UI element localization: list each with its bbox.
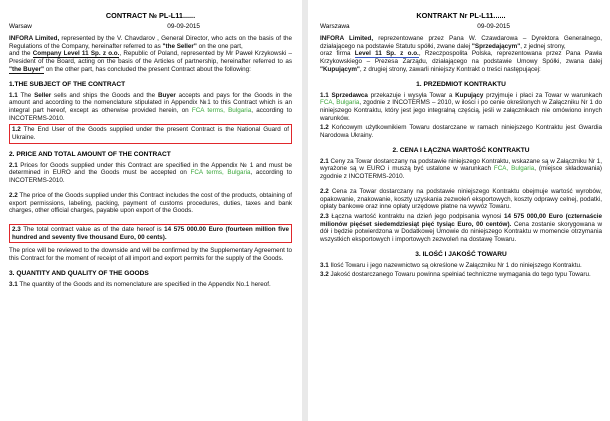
clause-3-1-pl: 3.1 Ilość Towaru i jego nazewnictwo są określone w Załączniku Nr 1 do niniejszego Kontraktu. xyxy=(320,261,582,269)
contract-page-english xyxy=(0,0,302,421)
clause-2-3-value: 2.3 The total contract value as of the date hereof is 14 575 000.00 Euro (fourteen million five hundred and seventy five thousand Euro, 00 cents). xyxy=(12,225,289,241)
clause-2-2: 2.2 The price of the Goods supplied under this Contract includes the cost of the products, obtaining of export permissions, labeling, packing, payment of customs procedures, duties, taxes and bank charges, other official charges, payable upon export of the Goods. xyxy=(9,191,292,215)
section-2-heading: 2. PRICE AND TOTAL AMOUNT OF THE CONTRACT xyxy=(9,150,171,158)
clause-2-3-pl: 2.3 Łączna wartość kontraktu na dzień jego podpisania wynosi 14 575 000,00 Euro (czternaście milionów pięćset siedemdziesiąt pięć tysiąc Euro, 00 centów). Cena zostanie skorygowana w dół i będzie potwierdzona w Dodatkowej Umowie do niniejszego Kontraktu w momencie otrzymania wszystkich eksportowych i importowych zezwoleń na dostawę Towaru. xyxy=(320,212,603,244)
clause-3-2-pl: 3.2 Jakość dostarczanego Towaru powinna spełniać techniczne wymagania do tego typu Towaru. xyxy=(320,271,591,279)
clause-2-2-pl: 2.2 Cena za Towar dostarczany na podstawie niniejszego Kontraktu obejmuje wartość wyrobów, opakowanie, znakowanie, koszty uzyskania zezwoleń eksportowych, koszty odprawy celnej, podatki, opłaty bankowe oraz inne opłaty urzędowe płatne na wywóz Towaru. xyxy=(320,187,602,211)
highlight-box-end-user xyxy=(9,124,292,143)
section-1-heading: 1.THE SUBJECT OF THE CONTRACT xyxy=(9,80,126,88)
place-date-line-pl xyxy=(320,23,602,31)
contract-title: CONTRACT № PL-L11...... xyxy=(105,11,196,20)
parties-intro-pl: INFORA Limited, reprezentowane przez Pana W. Czawdarowa – Dyrektora Generalnego, działającego na podstawie Statutu spółki, zwane dalej "Sprzedającym", z jednej strony, oraz firma Level 11 Sp. z o.o., Rzeczpospolita Polska, reprezentowana przez Pana Pawła Krzykowskiego – Prezesa Zarządu, działającego na podstawie Umowy Spółki, zwana dalej "Kupującym", z drugiej strony, zawarli niniejszy Kontrakt o treści następującej: xyxy=(320,35,602,73)
place-date-line xyxy=(9,23,292,31)
section-1-heading-pl: 1. PRZEDMIOT KONTRAKTU xyxy=(416,80,506,88)
contract-date-pl: 09-09-2015 xyxy=(477,23,510,30)
contract-date: 09-09-2015 xyxy=(167,23,200,30)
section-2-heading-pl: 2. CENA I ŁĄCZNA WARTOŚĆ KONTRAKTU xyxy=(392,146,530,154)
clause-3-1: 3.1 The quantity of the Goods and its nomenclature are specified in the Appendix No.1 hereof. xyxy=(9,280,271,288)
clause-1-2: 1.2 The End User of the Goods supplied under the present Contract is the National Guard of Ukraine. xyxy=(12,126,289,142)
section-3-heading-pl: 3. ILOŚĆ I JAKOŚĆ TOWARU xyxy=(415,250,507,258)
clause-2-1: 2.1 Prices for Goods supplied under this Contract are specified in the Appendix № 1 and must be determined in EURO and the Goods must be accepted on FCA terms, Bulgaria, according to INCOTERMS-2010. xyxy=(9,161,292,185)
highlight-box-total-value xyxy=(9,224,292,243)
contract-title-pl: KONTRAKT Nr PL-L11...... xyxy=(416,11,506,20)
contract-page-polish xyxy=(308,0,610,421)
buyer-company-name: Company Level 11 Sp. z o.o. xyxy=(32,50,120,58)
buyer-company-name-pl: Level 11 Sp. z o.o. xyxy=(354,50,419,58)
clause-2-1-pl: 2.1 Cenу za Towar dostarczany na podstawie niniejszego Kontraktu, wskazane są w Załączniku Nr 1, wyrażone są w EURO i muszą być ustalone w warunkach FCA, Bulgaria, (miejsce składowania) zgodnie z INCOTERMS-2010. xyxy=(320,157,603,181)
clause-1-1-pl: 1.1 Sprzedawca przekazuje i wysyła Towar a Kupujący przyjmuje i płaci za Towar w warunkach FCA, Bulgaria, zgodnie z INCOTERMS – 2010, w ilości i po cenie określonych w Załączniku Nr 1 do niniejszego Kontraktu, który jest jego integralną częścią, jeśli w załącznikach nie omówiono innych warunków. xyxy=(320,91,603,122)
clause-1-1: 1.1 The Seller sells and ships the Goods and the Buyer accepts and pays for the Goods in the amount and according to the nomenclature stipulated in Appendix №1 to this Contract which is an integral part hereof, except as otherwise provided herein, on FCA terms, Bulgaria, according to INCOTERMS-2010. xyxy=(9,91,292,122)
parties-intro: INFORA Limited, represented by the V. Chavdarov , General Director, who acts on the basis of the Regulations of the Company, hereinafter referred to as "the Seller" on the one part, and the Company Level 11 Sp. z o.o., Republic of Poland, represented by Mr Paweł Krzykowski – President of the Board, acting on the basis of the Articles of partnership, hereinafter referred to as "the Buyer" on the other part, has concluded the present Contract about the following: xyxy=(9,35,293,73)
section-3-heading: 3. QUANTITY AND QUALITY OF THE GOODS xyxy=(9,269,149,277)
contract-city-pl: Warszawa xyxy=(320,23,350,30)
contract-city: Warsaw xyxy=(9,23,32,30)
clause-1-2-pl: 1.2 Końcowym użytkownikiem Towaru dostarczane w ramach niniejszego Kontraktu jest Gwardia Narodowa Ukrainy. xyxy=(320,124,602,140)
clause-2-3-review: The price will be reviewed to the downside and will be confirmed by the Supplementary Agreement to this Contract for the moment of receipt of all import and export permits for the supply of the Goods. xyxy=(9,247,292,263)
